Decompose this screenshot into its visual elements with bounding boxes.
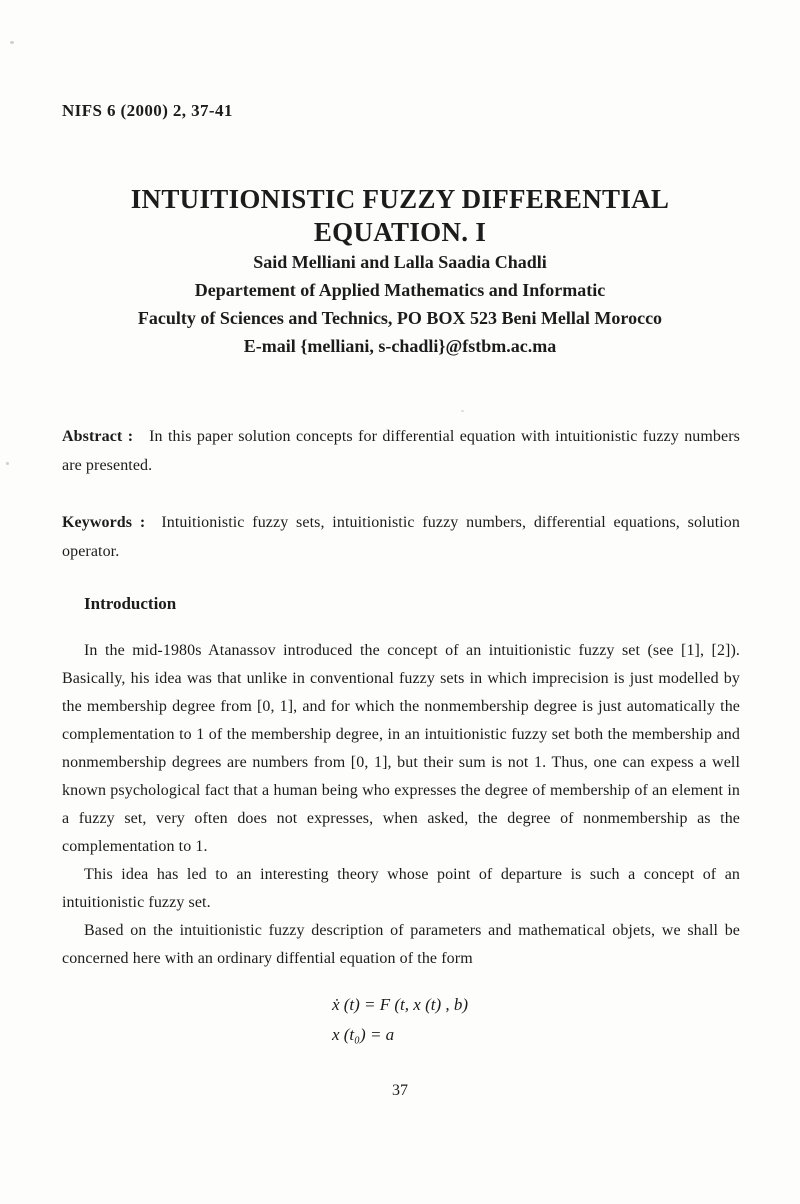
paragraph-2: This idea has led to an interesting theory whose point of departure is such a concept of an intuitionistic fuzzy set. [62,866,740,911]
equation-block [0,990,800,1050]
abstract-text: In this paper solution concepts for differential equation with intuitionistic fuzzy numbers are presented. [62,428,740,474]
keywords-text: Intuitionistic fuzzy sets, intuitionistic fuzzy numbers, differential equations, solution operator. [62,514,740,560]
scan-artifact [6,462,9,465]
authors: Said Melliani and Lalla Saadia Chadli [253,252,547,272]
keywords-label: Keywords : [62,514,146,531]
paragraph-1: In the mid-1980s Atanassov introduced the concept of an intuitionistic fuzzy set (see [1], [2]). Basically, his idea was that unlike in conventional fuzzy sets in which imprecision is just modelled by the membership degree from [0, 1], and for which the nonmembership degree is just automatically the complementation to 1 of the membership degree, in an intuitionistic fuzzy set both the membership and nonmembership degrees are numbers from [0, 1], but their sum is not 1. Thus, one can expess a well known psychological fact that a human being who expresses the degree of membership of an element in a fuzzy set, very often does not expresses, when asked, the degree of nonmembership as the complementation to 1. [62,642,740,855]
journal-reference: NIFS 6 (2000) 2, 37-41 [62,101,233,120]
paper-title [0,183,800,249]
abstract-label: Abstract : [62,428,134,445]
paper-title-line-2: EQUATION. I [313,217,487,247]
equation-initial-condition: x (t₀) = a [331,1025,395,1044]
scan-artifact [461,410,464,412]
page-number: 37 [392,1082,408,1099]
equation-ode: ẋ (t) = F (t, x (t) , b) [331,995,469,1014]
introduction-body [62,637,740,973]
front-matter [0,248,800,360]
equation-lines [332,990,468,1050]
abstract-section [62,422,740,480]
email-line: E-mail {melliani, s-chadli}@fstbm.ac.ma [243,336,557,356]
paragraph-3: Based on the intuitionistic fuzzy description of parameters and mathematical objets, we shall be concerned here with an ordinary diffential equation of the form [62,922,740,967]
keywords-section [62,508,740,566]
scan-artifact [10,41,14,44]
affiliation-department: Departement of Applied Mathematics and Informatic [194,280,606,300]
paper-title-line-1: INTUITIONISTIC FUZZY DIFFERENTIAL [130,184,670,214]
section-heading-introduction: Introduction [84,594,177,613]
affiliation-faculty: Faculty of Sciences and Technics, PO BOX 523 Beni Mellal Morocco [137,308,663,328]
